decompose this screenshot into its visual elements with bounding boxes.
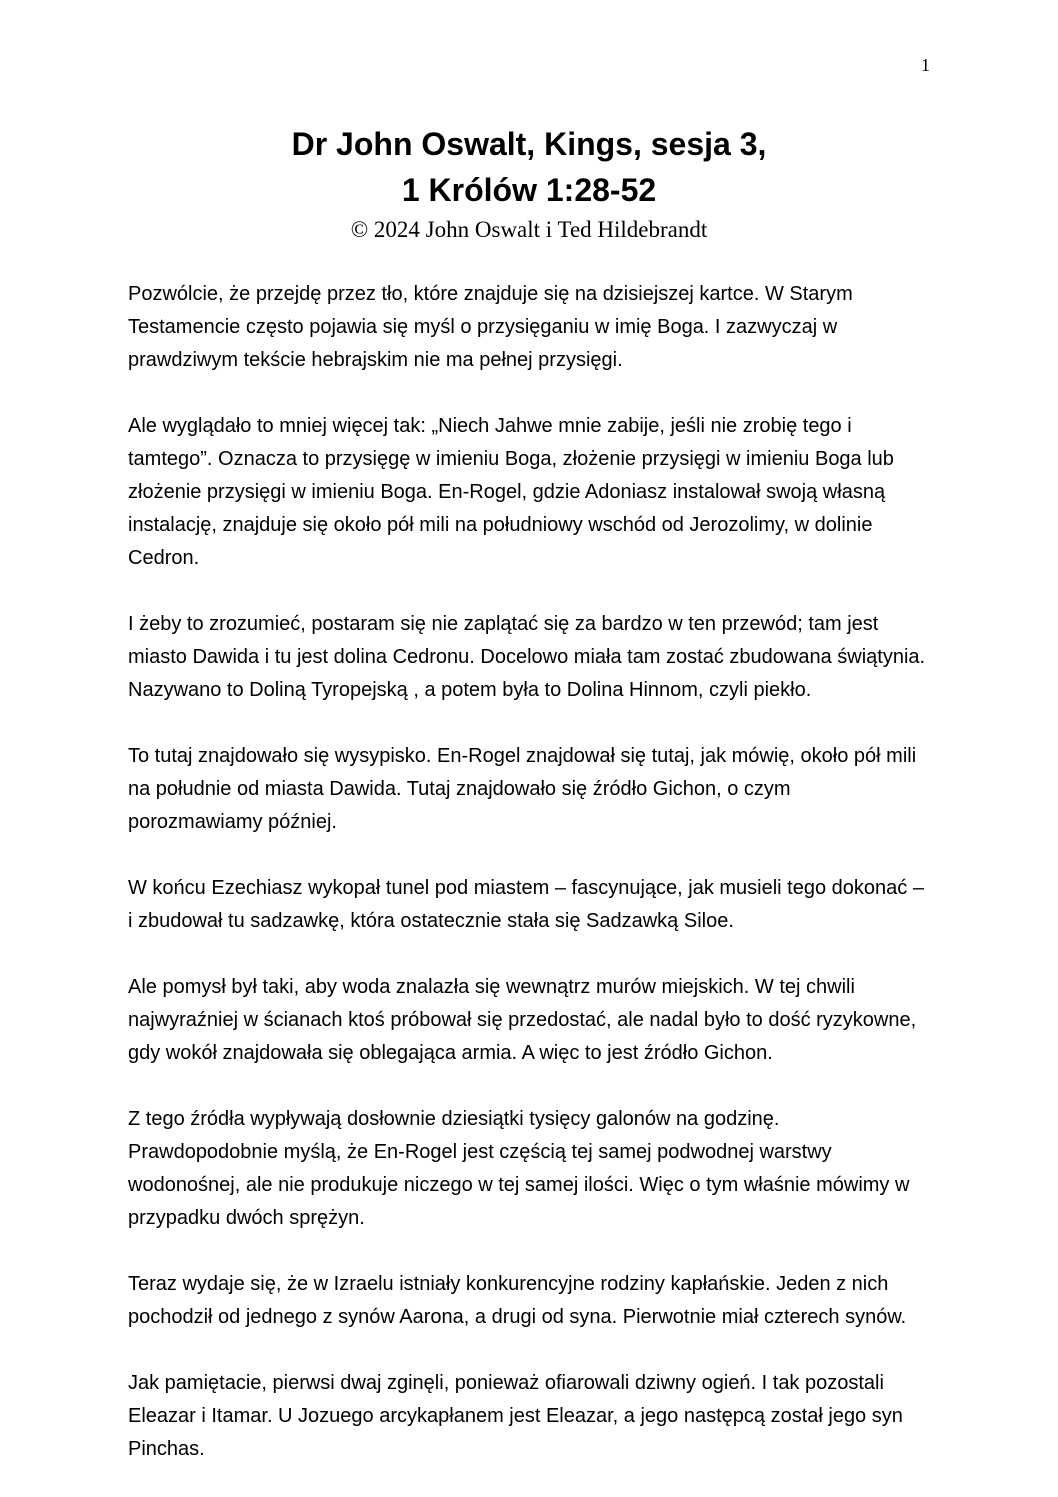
title-line-2: 1 Królów 1:28-52: [401, 172, 657, 208]
document-header: [128, 121, 930, 244]
paragraph-8: Teraz wydaje się, że w Izraelu istniały konkurencyjne rodziny kapłańskie. Jeden z nich pochodził od jednego z synów Aarona, a drugi od syna. Pierwotnie miał czterech synów.: [128, 1273, 907, 1328]
paragraph-6: Ale pomysł był taki, aby woda znalazła się wewnątrz murów miejskich. W tej chwili najwyraźniej w ścianach ktoś próbował się przedostać, ale nadal było to dość ryzykowne, gdy wokół znajdowała się oblegająca armia. A więc to jest źródło Gichon.: [128, 976, 917, 1064]
paragraph-7: Z tego źródła wypływają dosłownie dziesiątki tysięcy galonów na godzinę. Prawdopodobnie myślą, że En-Rogel jest częścią tej samej podwodnej warstwy wodonośnej, ale nie produkuje niczego w tej samej ilości. Więc o tym właśnie mówimy w przypadku dwóch sprężyn.: [128, 1108, 910, 1229]
paragraph-2: Ale wyglądało to mniej więcej tak: „Niech Jahwe mnie zabije, jeśli nie zrobię tego i tamtego”. Oznacza to przysięgę w imieniu Boga, złożenie przysięgi w imieniu Boga lub złożenie przysięgi w imieniu Boga. En-Rogel, gdzie Adoniasz instalował swoją własną instalację, znajduje się około pół mili na południowy wschód od Jerozolimy, w dolinie Cedron.: [128, 415, 894, 569]
page-number: 1: [921, 55, 930, 75]
paragraph-9: Jak pamiętacie, pierwsi dwaj zginęli, ponieważ ofiarowali dziwny ogień. I tak pozostali Eleazar i Itamar. U Jozuego arcykapłanem jest Eleazar, a jego następcą został jego syn Pinchas.: [128, 1372, 903, 1460]
title-line-1: Dr John Oswalt, Kings, sesja 3,: [291, 126, 767, 162]
copyright-line: © 2024 John Oswalt i Ted Hildebrandt: [350, 217, 708, 242]
document-title: [128, 121, 930, 213]
document-body: [128, 278, 930, 1466]
paragraph-4: To tutaj znajdowało się wysypisko. En-Rogel znajdował się tutaj, jak mówię, około pół mili na południe od miasta Dawida. Tutaj znajdowało się źródło Gichon, o czym porozmawiamy później.: [128, 745, 917, 833]
paragraph-3: I żeby to zrozumieć, postaram się nie zaplątać się za bardzo w ten przewód; tam jest miasto Dawida i tu jest dolina Cedronu. Docelowo miała tam zostać zbudowana świątynia. Nazywano to Doliną Tyropejską , a potem była to Dolina Hinnom, czyli piekło.: [128, 613, 926, 701]
paragraph-5: W końcu Ezechiasz wykopał tunel pod miastem – fascynujące, jak musieli tego dokonać – i zbudował tu sadzawkę, która ostatecznie stała się Sadzawką Siloe.: [128, 877, 924, 932]
paragraph-1: Pozwólcie, że przejdę przez tło, które znajduje się na dzisiejszej kartce. W Starym Testamencie często pojawia się myśl o przysięganiu w imię Boga. I zazwyczaj w prawdziwym tekście hebrajskim nie ma pełnej przysięgi.: [128, 283, 853, 371]
